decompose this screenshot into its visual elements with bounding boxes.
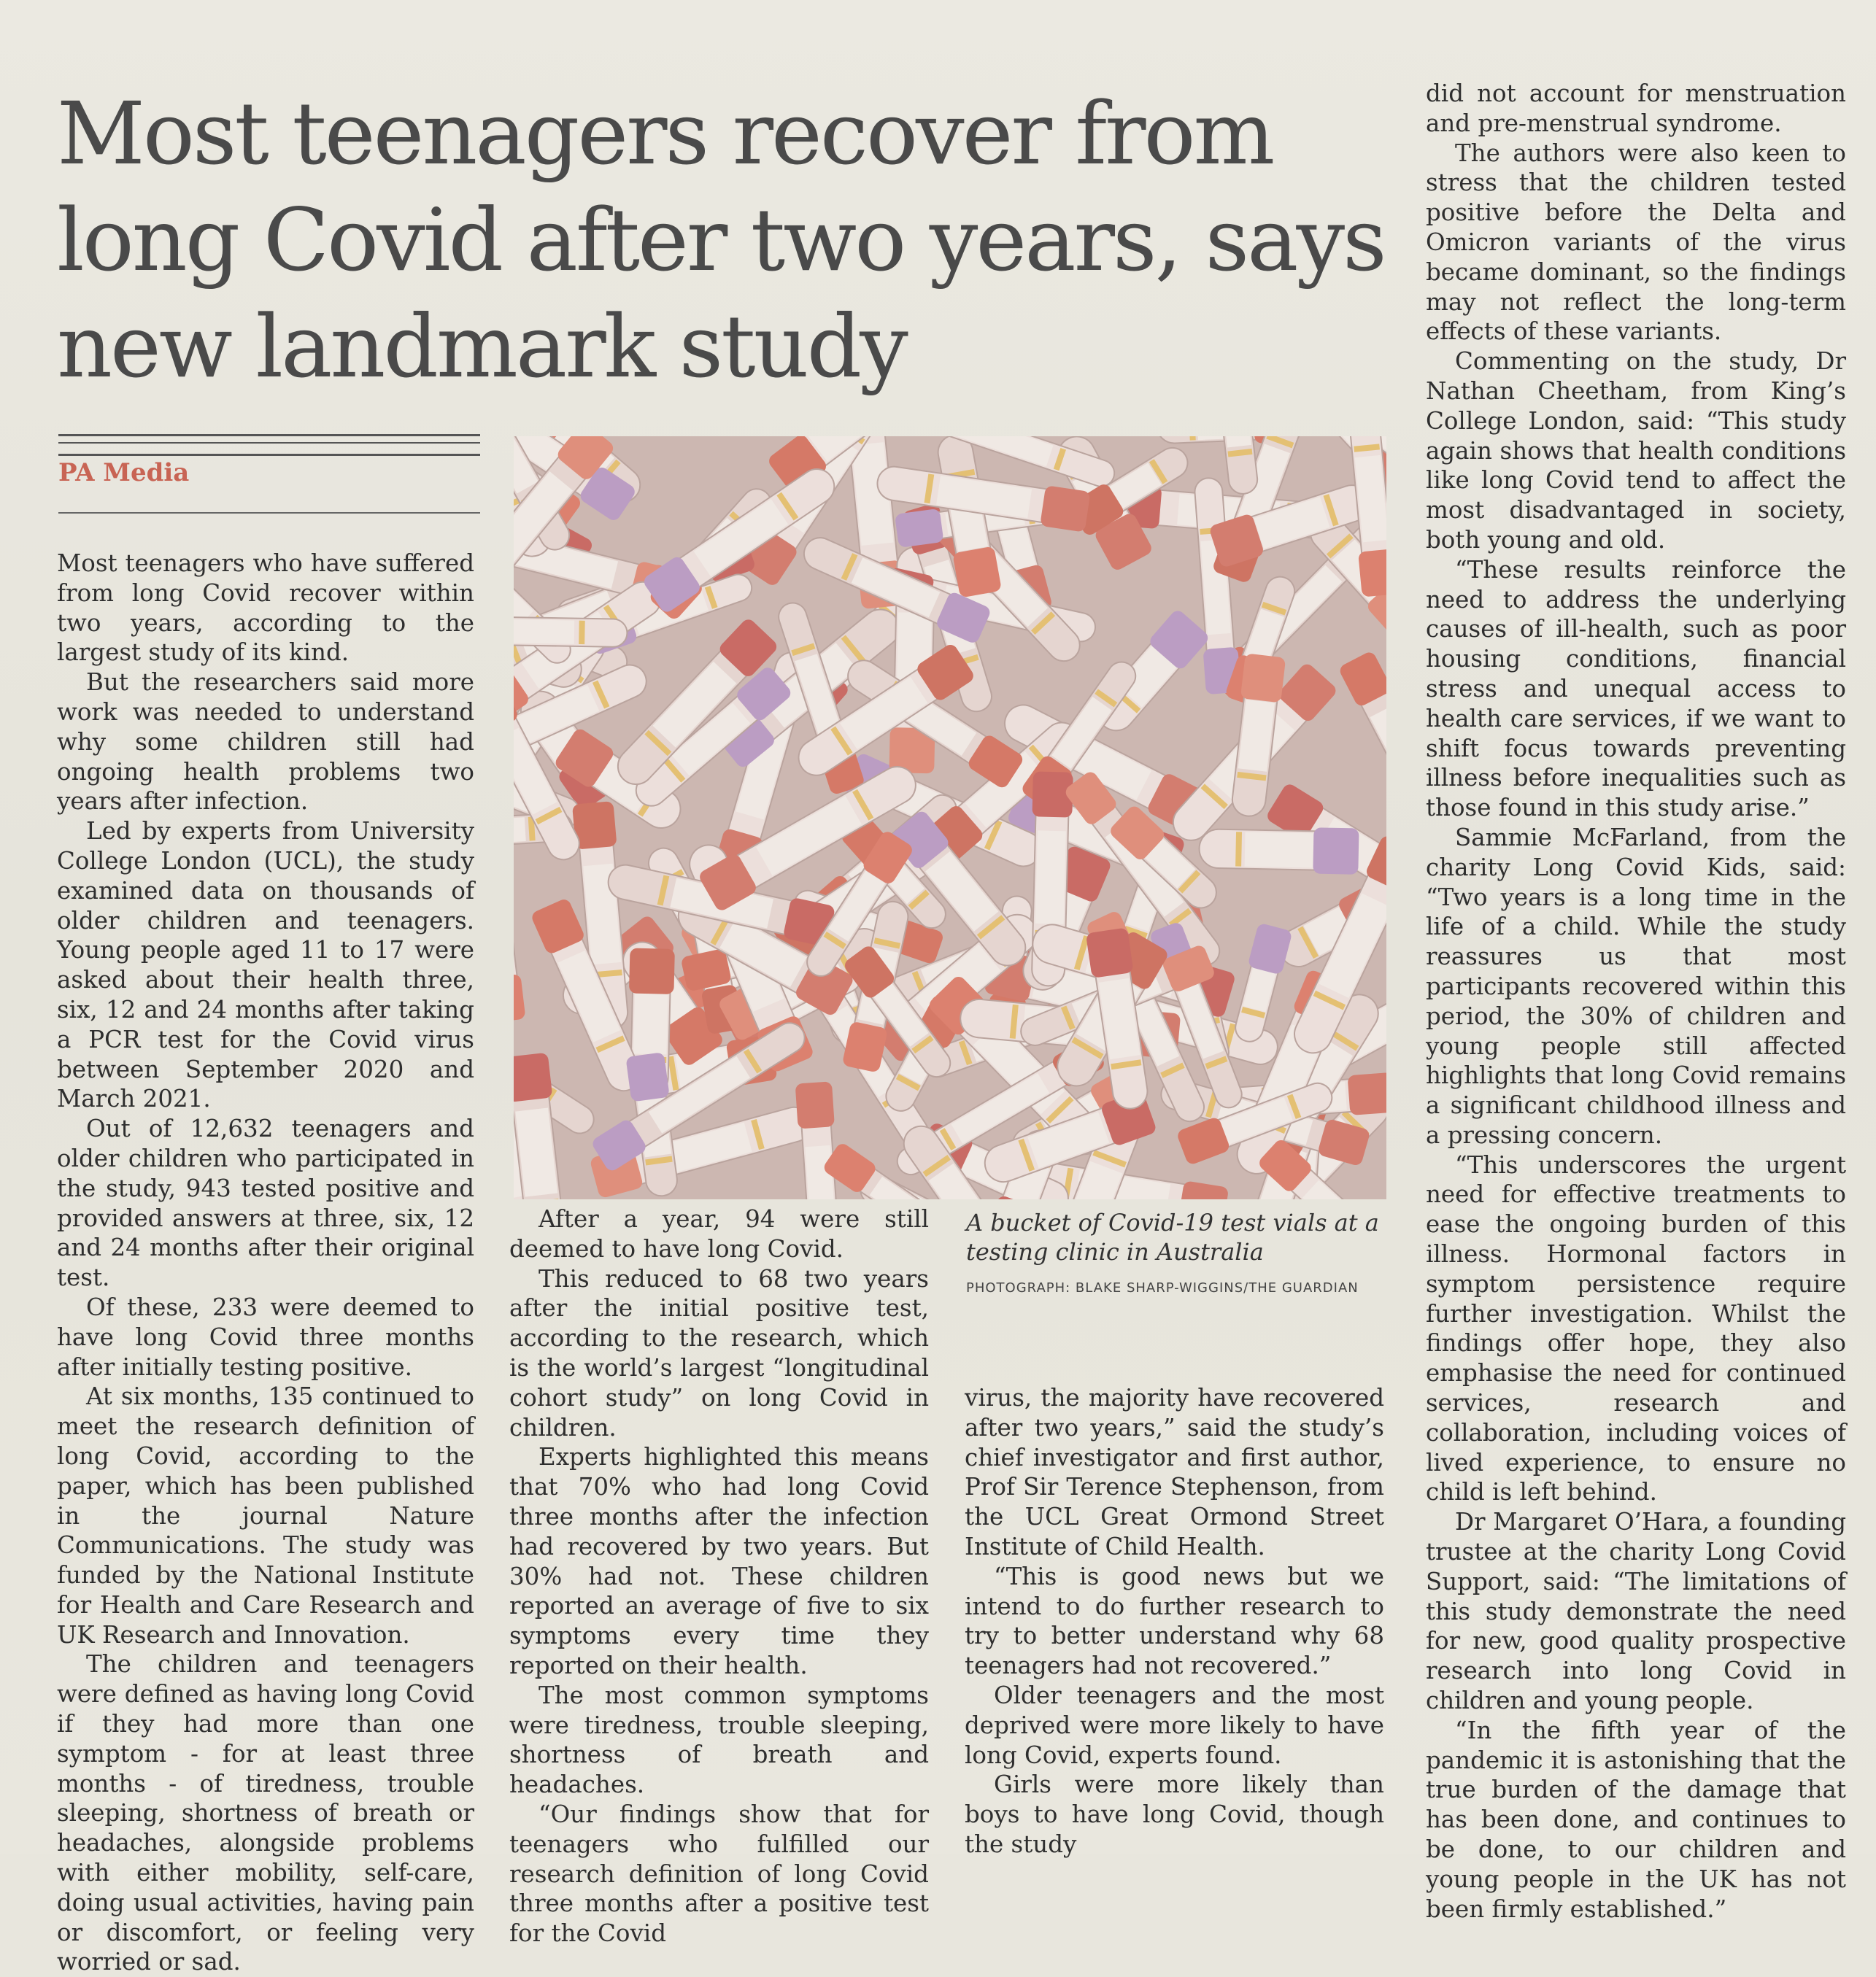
paragraph: Sammie McFarland, from the charity Long Covid Kids, said: “Two years is a long time in the life of a child. While the study reassures us that most participants recovered within this period, the 30% of children and young people still affected highlights that long Covid remains a significant childhood illness and a pressing concern. [1426, 823, 1846, 1150]
paragraph: But the researchers said more work was needed to understand why some children still had ongoing health problems two years after infection. [57, 668, 474, 816]
paragraph: “This is good news but we intend to do further research to try to better understand why 68 teenagers had not recovered.” [965, 1562, 1384, 1681]
paragraph: Commenting on the study, Dr Nathan Cheetham, from King’s College London, said: “This study again shows that health conditions like long Covid tend to affect the most disadvantaged in society, both young and old. [1426, 347, 1846, 555]
photo-caption: A bucket of Covid-19 test vials at a testing clinic in Australia [966, 1208, 1389, 1266]
paragraph: The most common symptoms were tiredness, trouble sleeping, shortness of breath and headaches. [509, 1681, 929, 1800]
byline-rule-bottom [58, 512, 480, 514]
column-1 [57, 549, 474, 1977]
paragraph: “This underscores the urgent need for effective treatments to ease the ongoing burden of this illness. Hormonal factors in symptom persistence require further investigation. Whilst the findings offer hope, they also emphasise the need for continued services, research and collaboration, including voices of lived experience, to ensure no child is left behind. [1426, 1150, 1846, 1508]
paragraph: “In the fifth year of the pandemic it is astonishing that the true burden of the damage that has been done, and continues to be done, to our children and young people in the UK has not been firmly established.” [1426, 1716, 1846, 1924]
byline: PA Media [58, 458, 189, 487]
paragraph: Out of 12,632 teenagers and older children who participated in the study, 943 tested positive and provided answers at three, six, 12 and 24 months after their original test. [57, 1114, 474, 1293]
photo-credit: PHOTOGRAPH: BLAKE SHARP-WIGGINS/THE GUARDIAN [966, 1277, 1360, 1299]
column-4 [1426, 79, 1846, 1924]
paragraph: The children and teenagers were defined as having long Covid if they had more than one symptom - for at least three months - of tiredness, trouble sleeping, shortness of breath or headaches, alongside problems with either mobility, self-care, doing usual activities, having pain or discomfort, or feeling very worried or sad. [57, 1649, 474, 1977]
paragraph: “Our findings show that for teenagers who fulfilled our research definition of long Covid three months after a positive test for the Covid [509, 1800, 929, 1949]
paragraph: Girls were more likely than boys to have long Covid, though the study [965, 1770, 1384, 1859]
column-2 [509, 1204, 929, 1949]
headline: Most teenagers recover from long Covid after two years, says new landmark study [57, 80, 1400, 400]
paragraph: Experts highlighted this means that 70% who had long Covid three months after the infection had recovered by two years. But 30% had not. These children reported an average of five to six symptoms every time they reported on their health. [509, 1442, 929, 1680]
paragraph: At six months, 135 continued to meet the research definition of long Covid, according to the paper, which has been published in the journal Nature Communications. The study was funded by the National Institute for Health and Care Research and UK Research and Innovation. [57, 1382, 474, 1649]
paragraph: Most teenagers who have suffered from long Covid recover within two years, according to the largest study of its kind. [57, 549, 474, 668]
byline-rule-top [58, 434, 480, 456]
paragraph: Dr Margaret O’Hara, a founding trustee at the charity Long Covid Support, said: “The limitations of this study demonstrate the need for new, good quality prospective research into long Covid in children and young people. [1426, 1507, 1846, 1716]
paragraph: After a year, 94 were still deemed to have long Covid. [509, 1204, 929, 1264]
column-3 [965, 1383, 1384, 1860]
paragraph: Of these, 233 were deemed to have long Covid three months after initially testing positive. [57, 1293, 474, 1382]
paragraph: The authors were also keen to stress that the children tested positive before the Delta and Omicron variants of the virus became dominant, so the findings may not reflect the long-term effects of these variants. [1426, 139, 1846, 347]
test-vials-photo [514, 436, 1386, 1199]
paragraph: “These results reinforce the need to address the underlying causes of ill-health, such as poor housing conditions, financial stress and unequal access to health care services, if we want to shift focus towards preventing illness before inequalities such as those found in this study arise.” [1426, 555, 1846, 823]
paragraph: Older teenagers and the most deprived were more likely to have long Covid, experts found. [965, 1681, 1384, 1770]
paragraph: virus, the majority have recovered after two years,” said the study’s chief investigator and first author, Prof Sir Terence Stephenson, from the UCL Great Ormond Street Institute of Child Health. [965, 1383, 1384, 1562]
paragraph: did not account for menstruation and pre-menstrual syndrome. [1426, 79, 1846, 139]
paragraph: Led by experts from University College London (UCL), the study examined data on thousands of older children and teenagers. Young people aged 11 to 17 were asked about their health three, six, 12 and 24 months after taking a PCR test for the Covid virus between September 2020 and March 2021. [57, 816, 474, 1114]
paragraph: This reduced to 68 two years after the initial positive test, according to the research, which is the world’s largest “longitudinal cohort study” on long Covid in children. [509, 1264, 929, 1443]
